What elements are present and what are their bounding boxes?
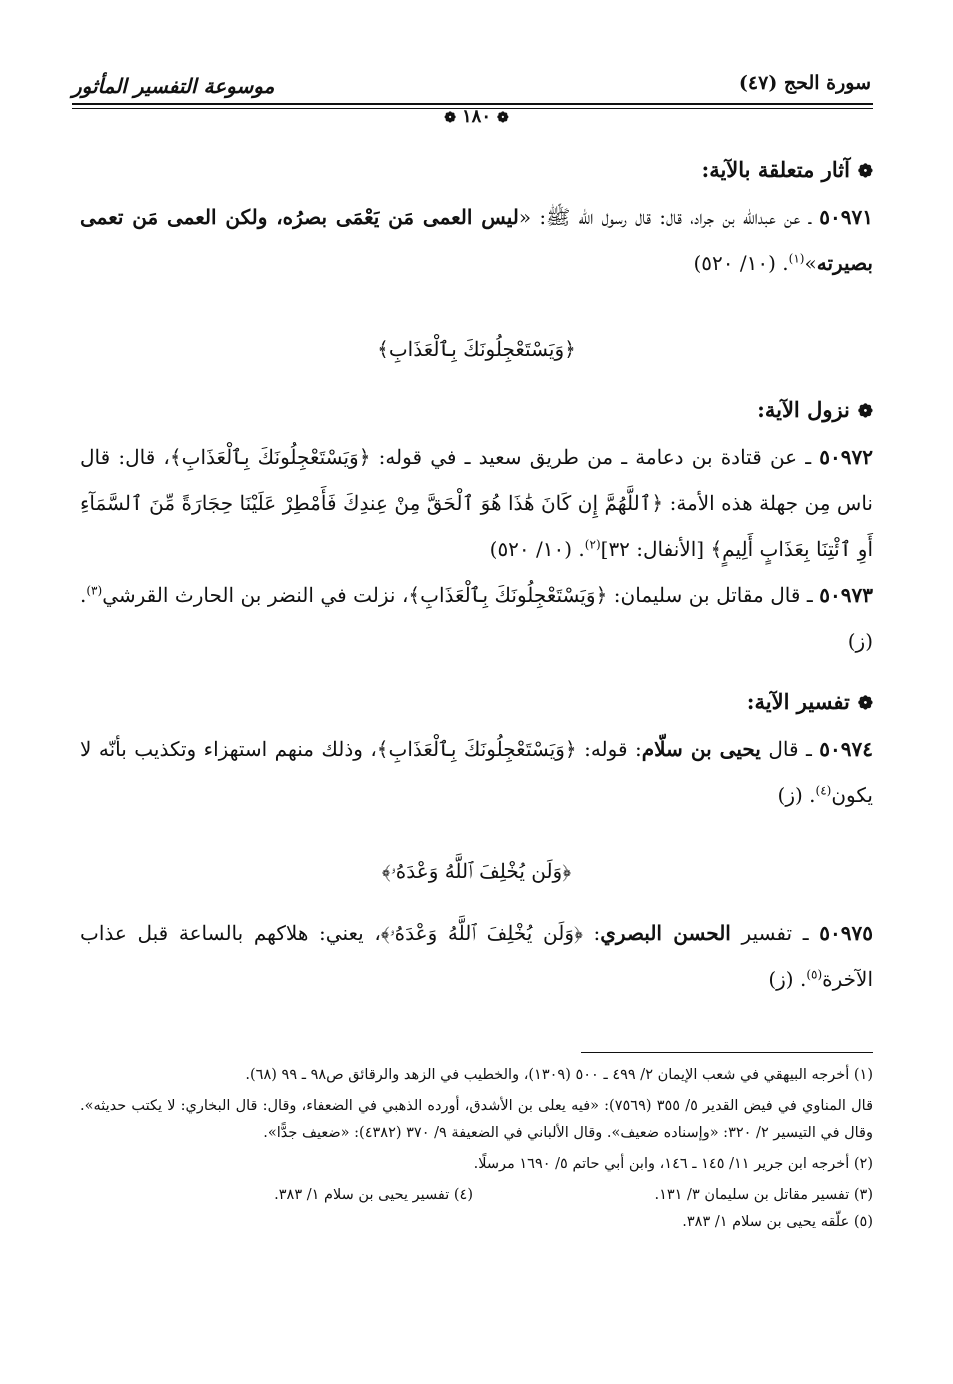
entry-number: ٥٠٩٧٥	[819, 921, 873, 945]
flower-ornament-icon: ❁	[857, 401, 873, 422]
ornament-icon: ❁	[444, 110, 456, 126]
footnote-ref: (٥)	[806, 967, 823, 982]
running-header-book-title: موسوعة التفسير المأثور	[72, 74, 275, 98]
page-number	[0, 106, 953, 127]
flower-ornament-icon: ❁	[857, 161, 873, 182]
header-rule	[72, 103, 873, 105]
footnote-5: (٥) علّقه يحيى بن سلام ١/ ٣٨٣.	[682, 1214, 873, 1230]
main-text	[80, 148, 873, 1002]
footnote-ref: (٣)	[86, 583, 103, 598]
flower-ornament-icon: ❁	[857, 693, 873, 714]
athar-entry-50974: ٥٠٩٧٤ ـ قال يحيى بن سلّام: قوله: ﴿وَيَسْتَعْجِلُونَكَ بِٱلْعَذَابِ﴾، وذلك منهم استهزاء وتكذيب بأنّه لا يكون$^{(٤)}$. (ز)	[80, 737, 873, 807]
athar-entry-50973: ٥٠٩٧٣ ـ قال مقاتل بن سليمان: ﴿وَيَسْتَعْجِلُونَكَ بِٱلْعَذَابِ﴾، نزلت في النضر بن الحارث القرشي$^{(٣)}$. (ز)	[80, 583, 873, 653]
ornament-icon: ❁	[497, 110, 509, 126]
footnote-2: (٢) أخرجه ابن جرير ١١/ ١٤٥ ـ ١٤٦، وابن أبي حاتم ٥/ ١٦٩٠ مرسلًا.	[473, 1156, 873, 1172]
footnote-ref: (٤)	[815, 783, 832, 798]
verse-heading: ﴿وَيَسْتَعْجِلُونَكَ بِٱلْعَذَابِ﴾	[377, 337, 576, 361]
page-number-value: ١٨٠	[461, 106, 491, 127]
entry-number: ٥٠٩٧٤	[819, 737, 873, 761]
footnote-separator	[581, 1052, 873, 1053]
hadith-text: ليس العمى مَن يَعْمَى بصرُه، ولكن العمى مَن تعمى بصيرته	[80, 205, 873, 275]
footnote-4: (٤) تفسير يحيى بن سلام ١/ ٣٨٣.	[274, 1187, 473, 1203]
narrator-name: الحسن البصري	[600, 921, 731, 945]
entry-number: ٥٠٩٧٢	[819, 445, 873, 469]
footnote-1-comment: قال المناوي في فيض القدير ٥/ ٣٥٥ (٧٥٦٩): «فيه يعلى بن الأشدق، أورده الذهبي في الضعفاء، وقال: قال البخاري: لا يكتب حديثه». وقال في التيسير ٢/ ٣٢٠: «وإسناده ضعيف». وقال الألباني في الضعيفة ٩/ ٣٧٠ (٤٣٨٢): «ضعيف جدًّا».	[80, 1098, 873, 1141]
athar-entry-50972: ٥٠٩٧٢ ـ عن قتادة بن دعامة ـ من طريق سعيد ـ في قوله: ﴿وَيَسْتَعْجِلُونَكَ بِٱلْعَذَابِ﴾، قال: قال ناس مِن جهلة هذه الأمة: ﴿ٱللَّهُمَّ إِن كَانَ هَٰذَا هُوَ ٱلْحَقَّ مِنْ عِندِكَ فَأَمْطِرْ عَلَيْنَا حِجَارَةً مِّنَ ٱلسَّمَآءِ أَوِ ٱئْتِنَا بِعَذَابٍ أَلِيمٍ﴾ [الأنفال: ٣٢]$^{(٢)}$. (١٠/ ٥٢٠)	[80, 445, 873, 561]
footnote-row	[80, 1182, 873, 1209]
footnote-1: (١) أخرجه البيهقي في شعب الإيمان ٢/ ٤٩٩ ـ ٥٠٠ (١٣٠٩)، والخطيب في الزهد والرقائق ص٩٨ ـ ٩٩ (٦٨).	[245, 1067, 873, 1083]
footnote-ref: (٢)	[584, 537, 601, 552]
footnote-3: (٣) تفسير مقاتل بن سليمان ٣/ ١٣١.	[654, 1187, 873, 1203]
athar-entry-50971: ٥٠٩٧١ ـ عن عبدالله بن جراد، قال: قال رسول الله ﷺ: «ليس العمى مَن يَعْمَى بصرُه، ولكن العمى مَن تعمى بصيرته»$^{(١)}$. (١٠/ ٥٢٠)	[80, 205, 873, 275]
section-heading-nuzul: ❁نزول الآية:	[757, 397, 873, 422]
footnote-ref: (١)	[788, 251, 805, 266]
athar-entry-50975: ٥٠٩٧٥ ـ تفسير الحسن البصري: ﴿وَلَن يُخْلِفَ ٱللَّهُ وَعْدَهُۥ﴾، يعني: هلاكهم بالساعة قبل عذاب الآخرة$^{(٥)}$. (ز)	[80, 921, 873, 991]
section-heading-athar: ❁آثار متعلقة بالآية:	[701, 157, 873, 182]
section-heading-tafsir: ❁تفسير الآية:	[746, 689, 873, 714]
running-header-surah: سورة الحج (٤٧)	[738, 72, 871, 94]
narrator-name: يحيى بن سلّام	[641, 737, 761, 761]
verse-heading: ﴿وَلَن يُخْلِفَ ٱللَّهُ وَعْدَهُۥ﴾	[381, 859, 572, 883]
entry-number: ٥٠٩٧٣	[819, 583, 873, 607]
footnotes	[80, 1062, 873, 1240]
entry-number: ٥٠٩٧١	[819, 205, 873, 229]
